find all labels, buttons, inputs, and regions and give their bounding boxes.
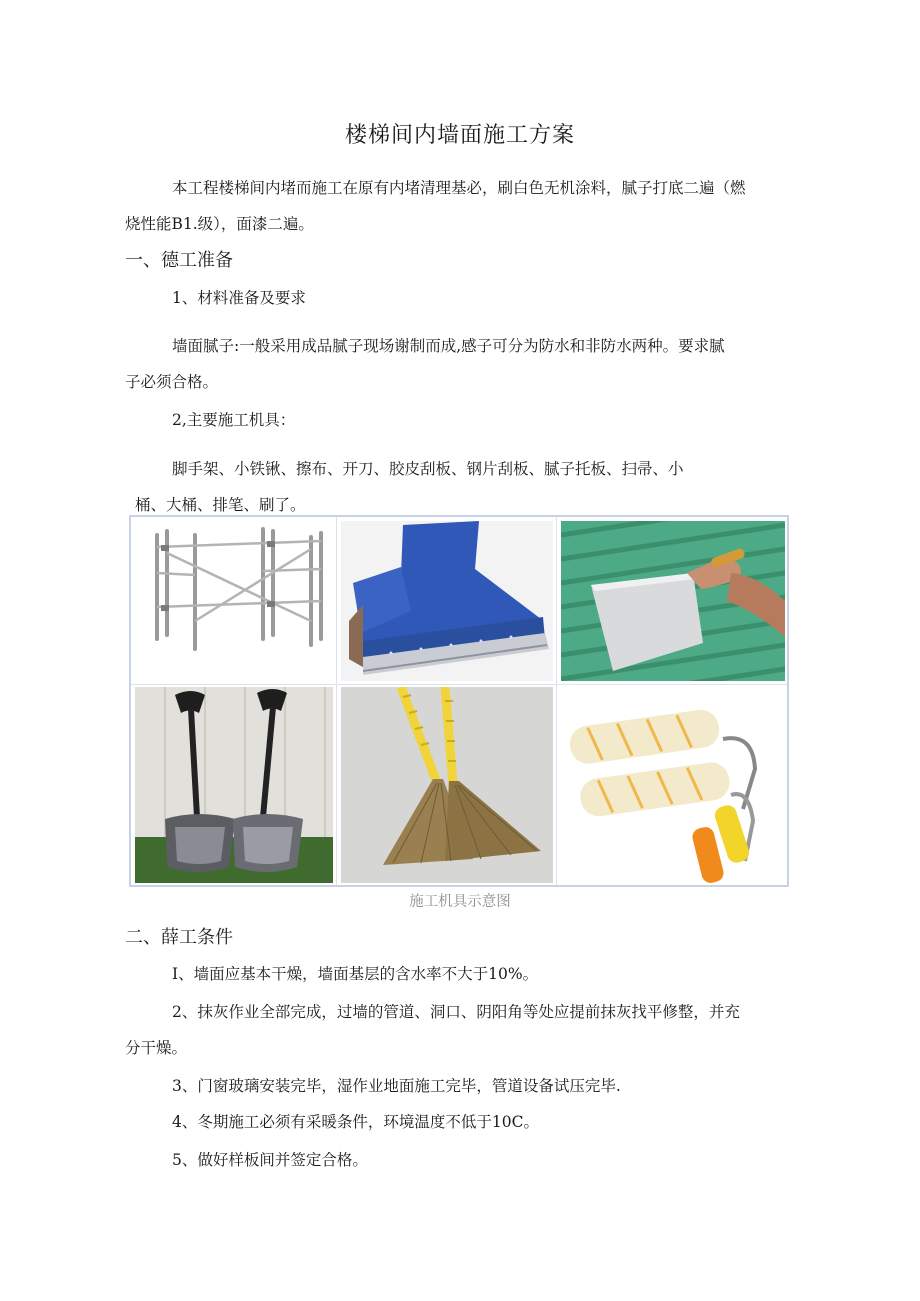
section-1-heading: 一、德工准备 <box>125 250 233 271</box>
paint-roller-image <box>561 687 785 883</box>
intro-line-1: 本工程楼梯间内堵而施工在原有内堵清理基必，刷白色无机涂料，腻子打底二遍（燃 <box>172 179 746 197</box>
condition-item-2-line-2: 分干燥。 <box>125 1039 188 1057</box>
intro-line-2: 烧性能B1.级），面漆二遍。 <box>125 215 314 233</box>
condition-item-4: 4、冬期施工必须有采暖条件，环境温度不低于10C。 <box>172 1113 539 1131</box>
putty-line-1: 墙面腻子:一般采用成品腻子现场谢制而成,感子可分为防水和非防水两种。要求腻 <box>172 337 725 355</box>
section-2-heading: 二、薛工条件 <box>125 927 233 948</box>
putty-board-image <box>561 521 785 681</box>
figure-caption: 施工机具示意图 <box>409 894 511 910</box>
materials-subheading: 1、材料准备及要求 <box>172 289 306 307</box>
tools-subheading: 2,主要施工机具： <box>172 411 296 429</box>
tools-line-2: 桶、大桶、排笔、刷了。 <box>135 496 306 514</box>
shovel-image <box>135 687 333 883</box>
condition-item-3: 3、门窗玻璃安装完毕，湿作业地面施工完毕，管道设备试压完毕. <box>172 1077 621 1095</box>
scaffold-image <box>135 521 333 681</box>
condition-item-2-line-1: 2、抹灰作业全部完成，过墙的管道、洞口、阴阳角等处应提前抹灰找平修整，并充 <box>172 1003 740 1021</box>
rubber-scraper-image <box>341 521 553 681</box>
tools-image-grid <box>129 515 789 887</box>
condition-item-5: 5、做好样板间并签定合格。 <box>172 1151 368 1169</box>
tools-line-1: 脚手架、小铁锹、擦布、开刀、胶皮刮板、钢片刮板、腻子托板、扫帚、小 <box>172 460 684 478</box>
page-title: 楼梯间内墙面施工方案 <box>344 123 575 148</box>
condition-item-1: I、墙面应基本干燥，墙面基层的含水率不大于10%。 <box>172 965 539 983</box>
putty-line-2: 子必须合格。 <box>125 373 219 391</box>
broom-image <box>341 687 553 883</box>
